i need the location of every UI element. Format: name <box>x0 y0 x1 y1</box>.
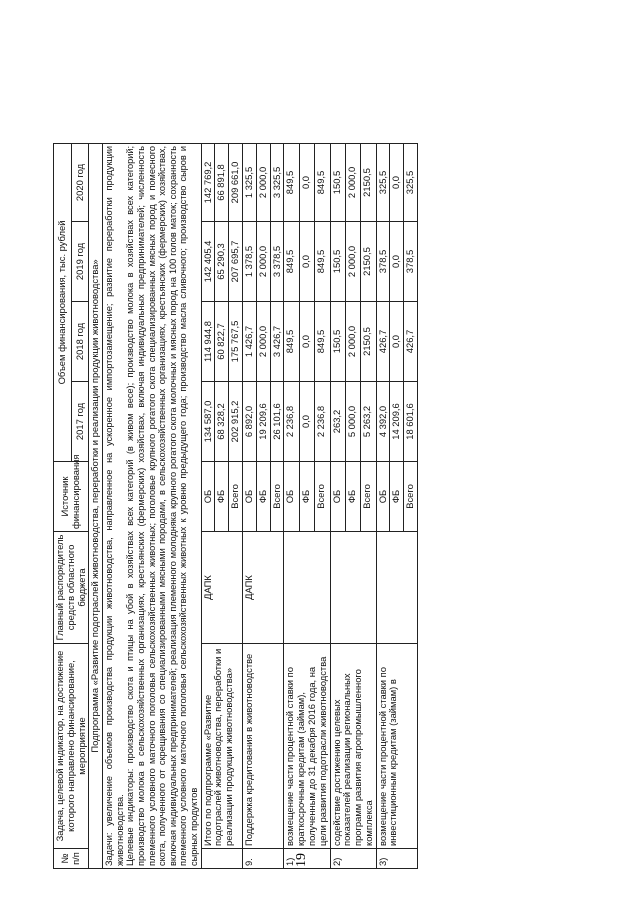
row-name: содействие достижению целевых показателей реализации региональных программ развития агропромышленного комплекса <box>330 644 376 849</box>
source-cell: ОБ <box>330 462 345 532</box>
value-cell-2018: 2 000,0 <box>256 302 270 382</box>
subprogram-title: Подпрограмма «Развитие подотраслей животноводства, переработки и реализации продукции животноводства» <box>89 143 103 868</box>
value-cell-2018: 849,5 <box>315 302 330 382</box>
value-cell-2017: 5 263,2 <box>361 382 376 462</box>
header-manager: Главный распорядитель средств областного бюджета <box>54 532 89 644</box>
source-cell: ОБ <box>376 462 390 532</box>
value-cell-2019: 0,0 <box>299 222 314 302</box>
value-cell-2017: 5 000,0 <box>345 382 360 462</box>
header-task: Задача, целевой индикатор, на достижение которого направлено финансирование, мероприятие <box>54 644 89 849</box>
value-cell-2018: 2 000,0 <box>345 302 360 382</box>
value-cell-2020: 849,5 <box>284 143 299 221</box>
value-cell-2019: 2 000,0 <box>256 222 270 302</box>
table-row <box>242 143 256 868</box>
value-cell-2020: 150,5 <box>330 143 345 221</box>
value-cell-2018: 849,5 <box>284 302 299 382</box>
row-number: 9. <box>242 849 283 869</box>
value-cell-2018: 1 426,7 <box>242 302 256 382</box>
header-num: № п/п <box>54 849 89 869</box>
source-cell: ОБ <box>284 462 299 532</box>
header-volume: Объем финансирования, тыс. рублей <box>54 143 72 461</box>
value-cell-2017: 2 236,8 <box>315 382 330 462</box>
value-cell-2019: 2 000,0 <box>345 222 360 302</box>
value-cell-2020: 209 661,0 <box>229 143 243 221</box>
rotated-table-container <box>53 144 533 869</box>
value-cell-2017: 19 209,6 <box>256 382 270 462</box>
row-number: 3) <box>376 849 417 869</box>
source-cell: Всего <box>404 462 418 532</box>
value-cell-2019: 378,5 <box>404 222 418 302</box>
value-cell-2019: 849,5 <box>315 222 330 302</box>
source-cell: ОБ <box>242 462 256 532</box>
value-cell-2020: 0,0 <box>390 143 404 221</box>
value-cell-2020: 142 769,2 <box>201 143 215 221</box>
row-manager <box>330 532 376 644</box>
source-cell: ФБ <box>215 462 229 532</box>
value-cell-2019: 150,5 <box>330 222 345 302</box>
tasks-row <box>103 143 201 868</box>
value-cell-2017: 18 601,6 <box>404 382 418 462</box>
row-manager: ДАПК <box>242 532 283 644</box>
header-year-2017: 2017 год <box>71 382 89 462</box>
header-year-2020: 2020 год <box>71 143 89 221</box>
value-cell-2017: 263,2 <box>330 382 345 462</box>
tasks-text: Задачи: увеличение объемов производства продукции животноводства, направленное на ускоренное импортозамещение; развитие переработки продукции животноводства. <box>104 145 125 866</box>
header-source: Источник финансирования <box>54 462 89 532</box>
value-cell-2017: 134 587,0 <box>201 382 215 462</box>
header-year-2019: 2019 год <box>71 222 89 302</box>
value-cell-2018: 3 426,7 <box>270 302 284 382</box>
value-cell-2018: 175 767,5 <box>229 302 243 382</box>
value-cell-2017: 202 915,2 <box>229 382 243 462</box>
value-cell-2019: 65 290,3 <box>215 222 229 302</box>
value-cell-2017: 14 209,6 <box>390 382 404 462</box>
tasks-cell <box>103 143 201 868</box>
value-cell-2018: 426,7 <box>404 302 418 382</box>
value-cell-2019: 0,0 <box>390 222 404 302</box>
source-cell: Всего <box>270 462 284 532</box>
row-number: 2) <box>330 849 376 869</box>
table-row <box>330 143 345 868</box>
subprogram-title-row <box>89 143 103 868</box>
source-cell: ФБ <box>256 462 270 532</box>
value-cell-2018: 0,0 <box>390 302 404 382</box>
source-cell: Всего <box>361 462 376 532</box>
source-cell: ФБ <box>299 462 314 532</box>
row-name: возмещение части процентной ставки по краткосрочным кредитам (займам), полученным до 31 декабря 2016 года, на цели развития подотрасли животноводства <box>284 644 330 849</box>
value-cell-2020: 325,5 <box>404 143 418 221</box>
source-cell: Всего <box>315 462 330 532</box>
value-cell-2019: 207 695,7 <box>229 222 243 302</box>
source-cell: ФБ <box>390 462 404 532</box>
table-row <box>201 143 215 868</box>
value-cell-2018: 0,0 <box>299 302 314 382</box>
table-row <box>376 143 390 868</box>
value-cell-2020: 1 325,5 <box>242 143 256 221</box>
row-number <box>201 849 242 869</box>
value-cell-2017: 4 392,0 <box>376 382 390 462</box>
value-cell-2019: 849,5 <box>284 222 299 302</box>
value-cell-2017: 6 892,0 <box>242 382 256 462</box>
row-name: возмещение части процентной ставки по инвестиционным кредитам (займам) в <box>376 644 417 849</box>
financing-table <box>53 143 418 869</box>
header-year-2018: 2018 год <box>71 302 89 382</box>
value-cell-2019: 378,5 <box>376 222 390 302</box>
value-cell-2018: 426,7 <box>376 302 390 382</box>
value-cell-2018: 60 822,7 <box>215 302 229 382</box>
value-cell-2017: 68 328,2 <box>215 382 229 462</box>
value-cell-2020: 2 000,0 <box>256 143 270 221</box>
row-manager <box>376 532 417 644</box>
value-cell-2017: 0,0 <box>299 382 314 462</box>
value-cell-2019: 1 378,5 <box>242 222 256 302</box>
indicators-text: Целевые индикаторы: производство скота и птицы на убой в хозяйствах всех категорий (в живом весе); производство молока в хозяйствах всех категорий; производство молока в сельскохозяйственных организациях, крестьянских (фермерских) хозяйствах, включая индивидуальных предпринимателей; численность племенного условного маточного поголовья сельскохозяйственных животных; поголовье крупного рогатого скота специализированных мясных пород и помесного скота, полученного от скрещивания со специализированными мясными породами, в сельскохозяйственных организациях, крестьянских (фермерских) хозяйствах, включая индивидуальных предпринимателей; реализация племенного молодняка крупного рогатого скота молочных и мясных пород на 100 голов маток; сохранность племенного условного маточного поголовья сельскохозяйственных животных к уровню предыдущего года; производство масла сливочного; производство сыров и сырных продуктов <box>125 145 199 866</box>
value-cell-2020: 325,5 <box>376 143 390 221</box>
value-cell-2018: 150,5 <box>330 302 345 382</box>
table-row <box>284 143 299 868</box>
value-cell-2017: 2 236,8 <box>284 382 299 462</box>
row-name: Поддержка кредитования в животноводстве <box>242 644 283 849</box>
value-cell-2020: 66 891,8 <box>215 143 229 221</box>
value-cell-2020: 2150,5 <box>361 143 376 221</box>
value-cell-2017: 26 101,6 <box>270 382 284 462</box>
value-cell-2018: 114 944,8 <box>201 302 215 382</box>
rotated-page <box>54 62 640 866</box>
value-cell-2020: 0,0 <box>299 143 314 221</box>
row-name: Итого по подпрограмме «Развитие подотраслей животноводства, переработки и реализации продукции животноводства» <box>201 644 242 849</box>
header-row-1 <box>54 143 72 868</box>
value-cell-2019: 3 378,5 <box>270 222 284 302</box>
row-manager: ДАПК <box>201 532 242 644</box>
value-cell-2020: 849,5 <box>315 143 330 221</box>
value-cell-2019: 142 405,4 <box>201 222 215 302</box>
page-number: 19 <box>294 853 309 867</box>
row-manager <box>284 532 330 644</box>
row-number: 1) <box>284 849 330 869</box>
value-cell-2020: 2 000,0 <box>345 143 360 221</box>
value-cell-2018: 2150,5 <box>361 302 376 382</box>
value-cell-2020: 3 325,5 <box>270 143 284 221</box>
source-cell: ОБ <box>201 462 215 532</box>
value-cell-2019: 2150,5 <box>361 222 376 302</box>
source-cell: ФБ <box>345 462 360 532</box>
source-cell: Всего <box>229 462 243 532</box>
